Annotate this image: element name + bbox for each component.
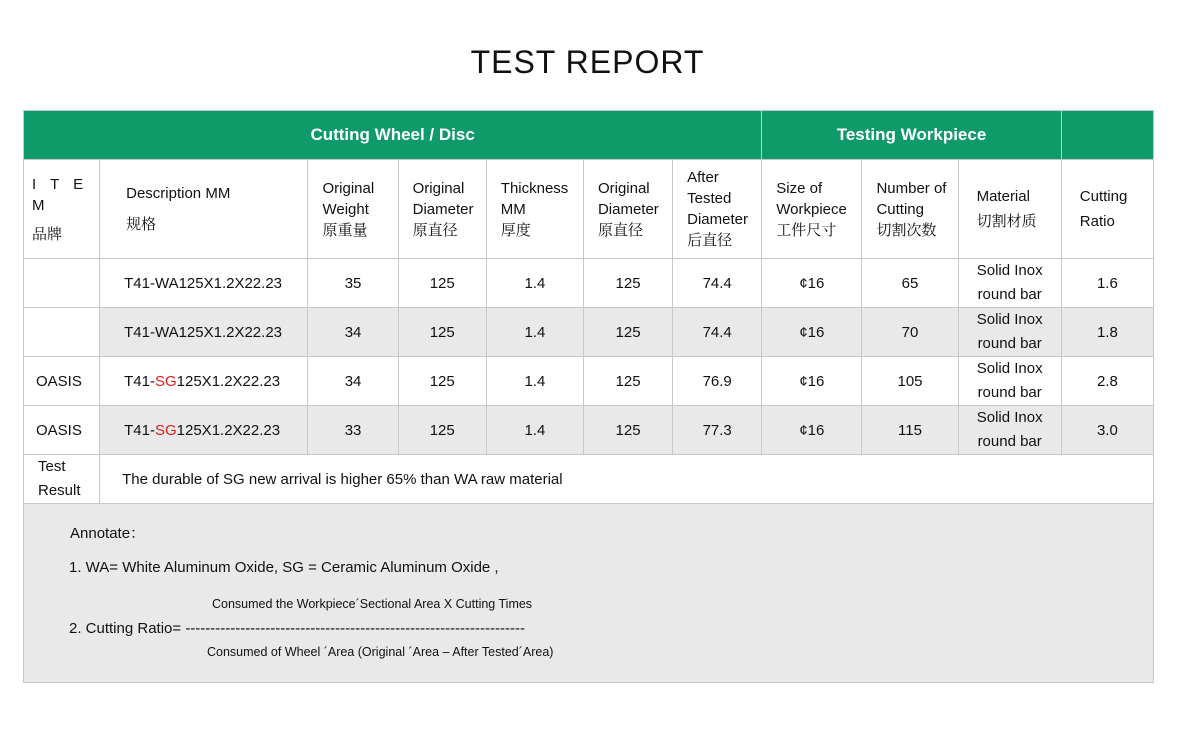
cell-thickness: 1.4 — [486, 259, 583, 308]
cell-diameter: 125 — [398, 357, 486, 406]
cell-description: T41-SG125X1.2X22.23 — [100, 357, 308, 406]
cell-thickness: 1.4 — [486, 357, 583, 406]
annotation-cell — [24, 504, 1154, 683]
cell-diameter: 125 — [398, 259, 486, 308]
cell-after-diameter: 76.9 — [673, 357, 762, 406]
cell-cuts: 65 — [862, 259, 958, 308]
col-original-diameter: Original Diameter 原直径 — [398, 160, 486, 259]
annotate-line-2: 2. Cutting Ratio= -------------------------------------------------------------------- — [69, 620, 525, 637]
table-row — [24, 406, 1154, 455]
cell-diameter: 125 — [398, 406, 486, 455]
cell-description: T41-WA125X1.2X22.23 — [100, 259, 308, 308]
col-material: Material 切割材质 — [958, 160, 1061, 259]
cell-after-diameter: 77.3 — [673, 406, 762, 455]
annotation-row — [24, 504, 1154, 683]
cell-thickness: 1.4 — [486, 406, 583, 455]
group-blank — [1061, 111, 1153, 160]
cell-description: T41-WA125X1.2X22.23 — [100, 308, 308, 357]
test-report-table — [23, 110, 1154, 683]
cell-weight: 34 — [308, 357, 398, 406]
cell-thickness: 1.4 — [486, 308, 583, 357]
cell-item — [24, 308, 100, 357]
cell-diameter-2: 125 — [583, 357, 672, 406]
table-row — [24, 308, 1154, 357]
col-description: Description MM 规格 — [100, 160, 308, 259]
cell-material: Solid Inox round bar — [958, 406, 1061, 455]
cell-size: ¢16 — [762, 259, 862, 308]
cell-cuts: 115 — [862, 406, 958, 455]
cell-material: Solid Inox round bar — [958, 308, 1061, 357]
cell-ratio: 2.8 — [1061, 357, 1153, 406]
cell-diameter-2: 125 — [583, 308, 672, 357]
cell-weight: 34 — [308, 308, 398, 357]
cell-material: Solid Inox round bar — [958, 259, 1061, 308]
cell-after-diameter: 74.4 — [673, 308, 762, 357]
test-result-row — [24, 455, 1154, 504]
table-row — [24, 259, 1154, 308]
cell-cuts: 105 — [862, 357, 958, 406]
cell-diameter-2: 125 — [583, 406, 672, 455]
table-row — [24, 357, 1154, 406]
cell-ratio: 3.0 — [1061, 406, 1153, 455]
ratio-denominator: Consumed of Wheel ´Area (Original ´Area – After Tested´Area) — [207, 645, 554, 659]
cell-item: OASIS — [24, 357, 100, 406]
col-thickness: Thickness MM 厚度 — [486, 160, 583, 259]
col-after-tested-diameter: After Tested Diameter 后直径 — [673, 160, 762, 259]
annotate-title: Annotate： — [70, 525, 146, 542]
col-original-diameter-2: Original Diameter 原直径 — [583, 160, 672, 259]
col-number-of-cutting: Number of Cutting 切割次数 — [862, 160, 958, 259]
cell-description: T41-SG125X1.2X22.23 — [100, 406, 308, 455]
cell-weight: 35 — [308, 259, 398, 308]
cell-size: ¢16 — [762, 308, 862, 357]
group-testing-workpiece: Testing Workpiece — [762, 111, 1062, 160]
column-header-row — [24, 160, 1154, 259]
col-size-of-workpiece: Size of Workpiece 工件尺寸 — [762, 160, 862, 259]
group-header-row — [24, 111, 1154, 160]
test-result-label: Test Result — [24, 455, 100, 504]
cell-weight: 33 — [308, 406, 398, 455]
cell-ratio: 1.6 — [1061, 259, 1153, 308]
col-cutting-ratio: Cutting Ratio — [1061, 160, 1153, 259]
group-cutting-wheel: Cutting Wheel / Disc — [24, 111, 762, 160]
cell-item: OASIS — [24, 406, 100, 455]
ratio-numerator: Consumed the Workpiece´Sectional Area X Cutting Times — [212, 597, 533, 611]
col-original-weight: Original Weight 原重量 — [308, 160, 398, 259]
cell-item — [24, 259, 100, 308]
annotate-line-1: 1. WA= White Aluminum Oxide, SG = Ceramic Aluminum Oxide , — [69, 559, 499, 576]
cell-diameter: 125 — [398, 308, 486, 357]
cell-diameter-2: 125 — [583, 259, 672, 308]
annotation-box — [24, 504, 1153, 682]
cell-cuts: 70 — [862, 308, 958, 357]
cell-ratio: 1.8 — [1061, 308, 1153, 357]
report-title: TEST REPORT — [470, 44, 705, 80]
cell-material: Solid Inox round bar — [958, 357, 1061, 406]
cell-size: ¢16 — [762, 357, 862, 406]
col-item: I T E M 品牌 — [24, 160, 100, 259]
cell-size: ¢16 — [762, 406, 862, 455]
cell-after-diameter: 74.4 — [673, 259, 762, 308]
test-result-text: The durable of SG new arrival is higher 65% than WA raw material — [100, 455, 1154, 504]
